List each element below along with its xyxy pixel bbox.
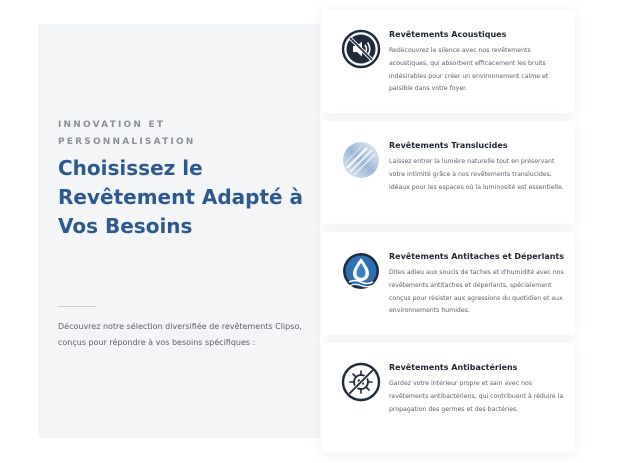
card-title: Revêtements Antibactériens (389, 363, 518, 372)
card-description: Gardez votre intérieur propre et sain avec nos revêtements antibactériens, qui contribuent à réduire la propagation des germes et des bactéries. (389, 380, 564, 413)
card-title: Revêtements Antitaches et Déperlants (389, 252, 565, 261)
soundproof-icon (341, 29, 381, 69)
section-heading: Choisissez le Revêtement Adapté à Vos Besoins (58, 156, 304, 238)
translucent-light-icon (341, 140, 381, 180)
water-drop-icon (341, 251, 381, 291)
card-description: Dites adieu aux soucis de taches et d'humidité avec nos revêtements antitaches et déperlants, spécialement conçus pour résister aux agressions du quotidien et aux environnements humides. (389, 269, 564, 315)
intro-panel (38, 24, 320, 438)
card-description: Laissez entrer la lumière naturelle tout en préservant votre intimité grâce à nos revêtements translucides, idéaux pour les espaces où la luminosité est essentielle. (389, 158, 564, 191)
card-antibacterial (322, 343, 575, 453)
card-stain-resistant (322, 232, 575, 335)
antibacterial-icon (341, 362, 381, 402)
card-title: Revêtements Translucides (389, 141, 508, 150)
heading-divider (58, 306, 96, 307)
card-description: Redécouvrez le silence avec nos revêtements acoustiques, qui absorbent efficacement les bruits indésirables pour créer un environnement calme et paisible dans votre foyer. (389, 47, 549, 93)
card-translucent (322, 121, 575, 224)
card-title: Revêtements Acoustiques (389, 30, 507, 39)
section-intro-text: Découvrez notre sélection diversifiée de revêtements Clipso, conçus pour répondre à vos besoins spécifiques : (58, 322, 302, 347)
card-acoustic (322, 10, 575, 113)
section-eyebrow: INNOVATION ET PERSONNALISATION (58, 120, 196, 147)
